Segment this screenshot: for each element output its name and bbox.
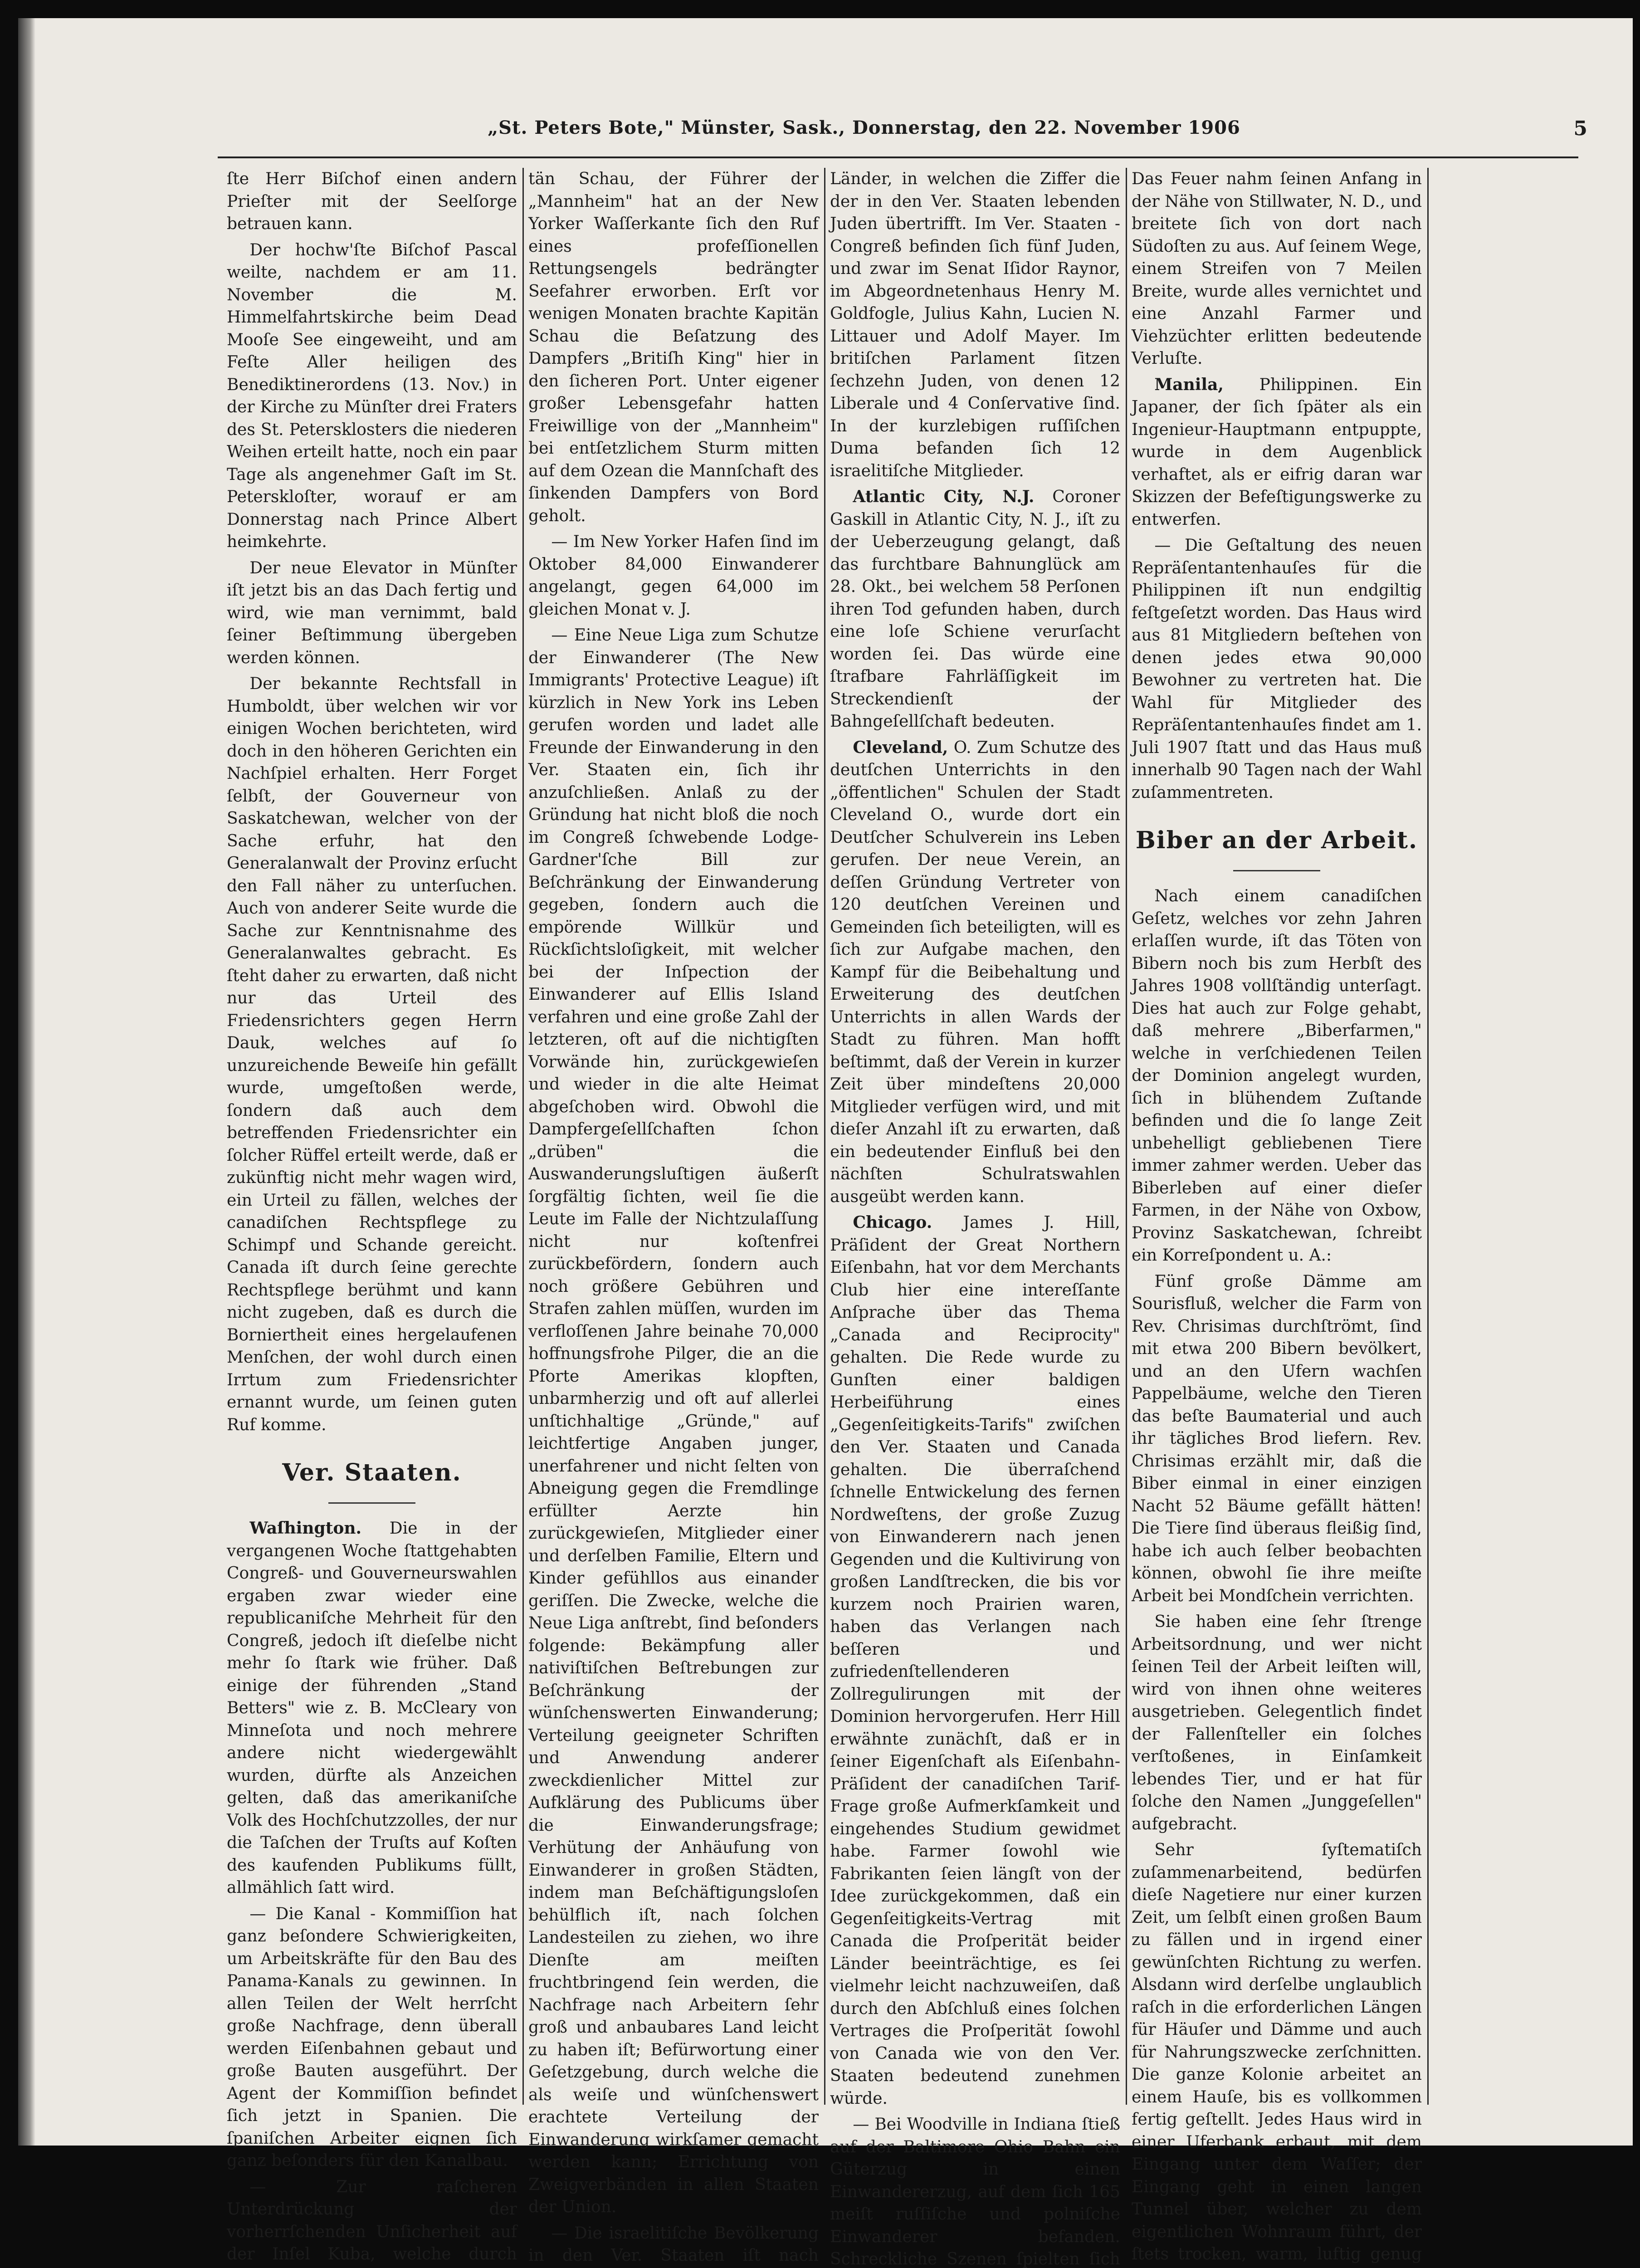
- section-heading: Biber an der Arbeit.: [1132, 825, 1422, 856]
- paragraph: — Zur raſcheren Unterdrückung der vorherrſchenden Unſicherheit auf der Inſel Kuba, welche durch: [227, 2176, 517, 2268]
- section-heading: Ver. Staaten.: [227, 1457, 517, 1489]
- paragraph-text: O. Zum Schutze des deutſchen Unterrichts in den „öffentlichen" Schulen der Stadt Cleveland O., wurde dort ein Deutſcher Schulverein ins Leben gerufen. Der neue Verein, an deſſen Gründung Vertreter von 120 deutſchen Vereinen und Gemeinden ſich beteiligten, will es ſich zur Aufgabe machen, den Kampf für die Beibehaltung und Erweiterung des deutſchen Unterrichts in allen Wards der Stadt zu führen. Man hofft beſtimmt, daß der Verein in kurzer Zeit über mindeſtens 20,000 Mitglieder verfügen wird, und mit dieſer Anzahl iſt zu erwarten, daß ein bedeutender Einfluß bei den nächſten Schulratswahlen ausgeübt werden kann.: [830, 738, 1120, 1206]
- paragraph-text: Die in der vergangenen Woche ſtattgehabten Congreß- und Gouverneurswahlen ergaben zwar wieder eine republicaniſche Mehrheit für den Congreß, jedoch iſt dieſelbe nicht mehr ſo ſtark wie früher. Daß einige der führenden „Stand Betters" wie z. B. McCleary von Minneſota und noch mehrere andere nicht wiedergewählt wurden, dürfte als Anzeichen gelten, daß das amerikaniſche Volk des Hochſchutzzolles, der nur die Taſchen der Truſts auf Koſten des kaufenden Publikums füllt, allmählich ſatt wird.: [227, 1519, 517, 1897]
- paragraph: [830, 1212, 1120, 2110]
- page-binding-shadow: [18, 18, 35, 2146]
- header-title: „St. Peters Bote," Münster, Sask., Donnerstag, den 22. November 1906: [218, 117, 1510, 138]
- paragraph: — Eine Neue Liga zum Schutze der Einwanderer (The New Immigrants' Protective League) iſt kürzlich in New York ins Leben gerufen worden und ladet alle Freunde der Einwanderung in den Ver. Staaten ein, ſich ihr anzuſchließen. Anlaß zu der Gründung hat nicht bloß die noch im Congreß ſchwebende Lodge-Gardner'ſche Bill zur Beſchränkung der Einwanderung gegeben, ſondern auch die empörende Willkür und Rückſichtsloſigkeit, mit welcher bei der Inſpection der Einwanderer auf Ellis Island verfahren und eine große Zahl der letzteren, oft auf die nichtigſten Vorwände hin, zurückgewieſen und wieder in die alte Heimat abgeſchoben wird. Obwohl die Dampfergeſellſchaften ſchon „drüben" die Auswanderungsluſtigen äußerſt ſorgfältig ſichten, weil ſie die Leute im Falle der Nichtzulaſſung nicht nur koſtenfrei zurückbefördern, ſondern auch noch größere Gebühren und Strafen zahlen müſſen, wurden im verfloſſenen Jahre beinahe 70,000 hoffnungsfrohe Pilger, die an die Pforte Amerikas klopften, unbarmherzig und oft auf allerlei unſtichhaltige „Gründe," auf leichtfertige Angaben junger, unerfahrener und nicht ſelten von Abneigung gegen die Fremdlinge erfüllter Aerzte hin zurückgewieſen, Mitglieder einer und derſelben Familie, Eltern und Kinder gefühllos aus einander geriſſen. Die Zwecke, welche die Neue Liga anſtrebt, ſind beſonders folgende: Bekämpfung aller nativiſtiſchen Beſtrebungen zur Beſchränkung der wünſchenswerten Einwanderung; Verteilung geeigneter Schriften und Anwendung anderer zweckdienlicher Mittel zur Aufklärung des Publicums über die Einwanderungsfrage; Verhütung der Anhäufung von Einwanderer in großen Städten, indem man Beſchäftigungsloſen behülflich iſt, nach ſolchen Landesteilen zu ziehen, wo ihre Dienſte am meiſten fruchtbringend ſein werden, die Nachfrage nach Arbeitern ſehr groß und anbaubares Land leicht zu haben iſt; Befürwortung einer Geſetzgebung, durch welche die als weiſe und wünſchenswert erachtete Verteilung der Einwanderung wirkſamer gemacht werden kann; Errichtung von Zweigverbänden in allen Staaten der Union.: [528, 624, 819, 2219]
- paragraph-text: Philippinen. Ein Japaner, der ſich ſpäter als ein Ingenieur-Hauptmann entpuppte, wurde in dem Augenblick verhaftet, als er eifrig daran war Skizzen der Befeſtigungswerke zu entwerfen.: [1132, 376, 1422, 529]
- column-2: [528, 168, 819, 2118]
- paragraph: [1132, 374, 1422, 531]
- paragraph: ſte Herr Biſchof einen andern Prieſter mit der Seelſorge betrauen kann.: [227, 168, 517, 235]
- column-4: [1132, 168, 1422, 2118]
- paragraph: Länder, in welchen die Ziffer die der in den Ver. Staaten lebenden Juden übertrifft. Im Ver. Staaten - Congreß befinden ſich fünf Juden, und zwar im Senat Iſidor Raynor, im Abgeordnetenhaus Henry M. Goldfogle, Julius Kahn, Lucien N. Littauer und Adolf Mayer. Im britiſchen Parlament ſitzen ſechzehn Juden, von denen 12 Liberale und 4 Conſervative ſind. In der kurzlebigen ruſſiſchen Duma befanden ſich 12 israelitiſche Mitglieder.: [830, 168, 1120, 482]
- paragraph: [227, 1517, 517, 1899]
- dateline: Cleveland,: [853, 738, 948, 757]
- heading-rule: [328, 1502, 415, 1504]
- paragraph: Sehr ſyſtematiſch zuſammenarbeitend, bedürfen dieſe Nagetiere nur einer kurzen Zeit, um ſelbſt einen großen Baum zu fällen und in irgend einer gewünſchten Richtung zu werfen. Alsdann wird derſelbe unglaublich raſch in die erforderlichen Längen für Häuſer und Dämme und auch für Nahrungszwecke zerſchnitten. Die ganze Kolonie arbeitet an einem Hauſe, bis es vollkommen fertig geſtellt. Jedes Haus wird in einer Uferbank erbaut, mit dem Eingang unter dem Waſſer; der Eingang geht in einen langen Tunnel über, welcher zu dem eigentlichen Wohnraum führt, der ſtets trocken, warm, luftig genug: [1132, 1839, 1422, 2268]
- column-3: [830, 168, 1120, 2118]
- column-1: [227, 168, 517, 2118]
- paragraph: tän Schau, der Führer der „Mannheim" hat an der New Yorker Waſſerkante ſich den Ruf eines profeſſionellen Rettungsengels bedrängter Seefahrer erworben. Erſt vor wenigen Monaten brachte Kapitän Schau die Beſatzung des Dampfers „Britiſh King" hier in den ſicheren Port. Unter eigener großer Lebensgefahr hatten Freiwillige von der „Mannheim" bei entſetzlichem Sturm mitten auf dem Ozean die Mannſchaft des ſinkenden Dampfers von Bord geholt.: [528, 168, 819, 527]
- newspaper-page: [18, 18, 1633, 2146]
- heading-rule: [1233, 870, 1320, 871]
- dateline: Manila,: [1154, 375, 1224, 394]
- paragraph: — Im New Yorker Hafen ſind im Oktober 84,000 Einwanderer angelangt, gegen 64,000 im gleichen Monat v. J.: [528, 531, 819, 621]
- paragraph: Der bekannte Rechtsfall in Humboldt, über welchen wir vor einigen Wochen berichteten, wird doch in den höheren Gerichten ein Nachſpiel erhalten. Herr Forget ſelbſt, der Gouverneur von Saskatchewan, welcher von der Sache erfuhr, hat den Generalanwalt der Provinz erſucht den Fall näher zu unterſuchen. Auch von anderer Seite wurde die Sache zur Kenntnisnahme des Generalanwaltes gebracht. Es ſteht daher zu erwarten, daß nicht nur das Urteil des Friedensrichters gegen Herrn Dauk, welches auf ſo unzureichende Beweiſe hin gefällt wurde, umgeſtoßen werde, ſondern daß auch dem betreffenden Friedensrichter ein ſolcher Rüffel erteilt werde, daß er zukünftig nicht mehr wagen wird, ein Urteil zu fällen, welches der canadiſchen Rechtspflege zu Schimpf und Schande gereicht. Canada iſt durch ſeine gerechte Rechtspflege berühmt und kann nicht zugeben, daß es durch die Borniertheit eines hergelaufenen Menſchen, der wohl durch einen Irrtum zum Friedensrichter ernannt wurde, um ſeinen guten Ruf komme.: [227, 673, 517, 1436]
- paragraph: [830, 737, 1120, 1208]
- paragraph: Nach einem canadiſchen Geſetz, welches vor zehn Jahren erlaſſen wurde, iſt das Töten von Bibern noch bis zum Herbſt des Jahres 1908 vollſtändig unterſagt. Dies hat auch zur Folge gehabt, daß mehrere „Biberfarmen," welche in verſchiedenen Teilen der Dominion angelegt wurden, ſich in blühendem Zuſtande befinden und die ſo lange Zeit unbehelligt gebliebenen Tiere immer zahmer werden. Ueber das Biberleben auf einer dieſer Farmen, in der Nähe von Oxbow, Provinz Saskatchewan, ſchreibt ein Korreſpondent u. A.:: [1132, 885, 1422, 1267]
- dateline: Chicago.: [853, 1213, 932, 1232]
- page-number: 5: [1573, 117, 1587, 140]
- paragraph-text: James J. Hill, Präſident der Great Northern Eiſenbahn, hat vor dem Merchants Club hier eine intereſſante Anſprache über das Thema „Canada and Reciprocity" gehalten. Die Rede wurde zu Gunſten einer baldigen Herbeiführung eines „Gegenſeitigkeits-Tarifs" zwiſchen den Ver. Staaten und Canada gehalten. Die überraſchend ſchnelle Entwickelung des fernen Nordweſtens, der große Zuzug von Einwanderern nach jenen Gegenden und die Kultivirung von großen Landſtrecken, die bis vor kurzem noch Prairien waren, haben das Verlangen nach beſſeren und zufriedenſtellenderen Zollregulirungen mit der Dominion hervorgerufen. Herr Hill erwähnte zunächſt, daß er in ſeiner Eigenſchaft als Eiſenbahn-Präſident der canadiſchen Tarif-Frage große Aufmerkſamkeit und eingehendes Studium gewidmet habe. Farmer ſowohl wie Fabrikanten ſeien längſt von der Idee zurückgekommen, daß ein Gegenſeitigkeits-Vertrag mit Canada die Proſperität beider Länder beeinträchtige, es ſei vielmehr leicht nachzuweiſen, daß durch den Abſchluß eines ſolchen Vertrages die Proſperität ſowohl von Canada wie von den Ver. Staaten bedeutend zunehmen würde.: [830, 1213, 1120, 2108]
- paragraph: — Die Geſtaltung des neuen Repräſentantenhauſes für die Philippinen iſt nun endgiltig feſtgeſetzt worden. Das Haus wird aus 81 Mitgliedern beſtehen von denen jedes etwa 90,000 Bewohner zu vertreten hat. Die Wahl für Mitglieder des Repräſentantenhauſes findet am 1. Juli 1907 ſtatt und das Haus muß innerhalb 90 Tagen nach der Wahl zuſammentreten.: [1132, 534, 1422, 804]
- paragraph: — Die israelitiſche Bevölkerung in den Ver. Staaten iſt nach: [528, 2222, 819, 2268]
- paragraph: Der hochw'ſte Biſchof Pascal weilte, nachdem er am 11. November die M. Himmelfahrtskirche beim Dead Mooſe See eingeweiht, und am Feſte Aller heiligen des Benediktinerordens (13. Nov.) in der Kirche zu Münſter drei Fraters des St. Petersklosters die niederen Weihen erteilt hatte, noch ein paar Tage als angenehmer Gaſt im St. Peterskloſter, worauf er am Donnerstag nach Prince Albert heimkehrte.: [227, 239, 517, 553]
- paragraph: Fünf große Dämme am Sourisfluß, welcher die Farm von Rev. Chrisimas durchſtrömt, ſind mit etwa 200 Bibern bevölkert, und an den Ufern wachſen Pappelbäume, welche den Tieren das beſte Baumaterial und auch ihr tägliches Brod liefern. Rev. Chrisimas erzählt mir, daß die Biber einmal in einer einzigen Nacht 52 Bäume gefällt hätten! Die Tiere ſind überaus fleißig ſind, habe ich auch ſelber beobachten können, obwohl ſie ihre meiſte Arbeit bei Mondſchein verrichten.: [1132, 1271, 1422, 1608]
- paragraph: Sie haben eine ſehr ſtrenge Arbeitsordnung, und wer nicht ſeinen Teil der Arbeit leiſten will, wird von ihnen ohne weiteres ausgetrieben. Gelegentlich findet der Fallenſteller ein ſolches verſtoßenes, in Einſamkeit lebendes Tier, und er hat für ſolche den Namen „Junggeſellen" aufgebracht.: [1132, 1611, 1422, 1835]
- column-separator: [522, 168, 524, 2105]
- paragraph: Der neue Elevator in Münſter iſt jetzt bis an das Dach fertig und wird, wie man vernimmt, bald ſeiner Beſtimmung übergeben werden können.: [227, 557, 517, 670]
- page-header: [218, 117, 1601, 149]
- column-separator: [824, 168, 825, 2105]
- dateline: Waſhington.: [249, 1519, 361, 1538]
- dateline: Atlantic City, N.J.: [853, 487, 1034, 506]
- paragraph: [830, 486, 1120, 733]
- column-separator: [1126, 168, 1127, 2105]
- paragraph: — Die Kanal - Kommiſſion hat ganz beſondere Schwierigkeiten, um Arbeitskräfte für den Bau des Panama-Kanals zu gewinnen. In allen Teilen der Welt herrſcht große Nachfrage, denn überall werden Eiſenbahnen gebaut und große Bauten ausgeführt. Der Agent der Kommiſſion befindet ſich jetzt in Spanien. Die ſpaniſchen Arbeiter eignen ſich ganz beſonders für den Kanalbau.: [227, 1903, 517, 2172]
- paragraph: Das Feuer nahm ſeinen Anfang in der Nähe von Stillwater, N. D., und breitete ſich von dort nach Südoſten zu aus. Auf ſeinem Wege, einem Streifen von 7 Meilen Breite, wurde alles vernichtet und eine Anzahl Farmer und Viehzüchter erlitten bedeutende Verluſte.: [1132, 168, 1422, 370]
- header-rule: [218, 156, 1578, 158]
- column-separator: [1427, 168, 1429, 2105]
- paragraph: — Bei Woodville in Indiana ſtieß auf der Baltimore Ohio Bahn ein Güterzug in einen Einwandererzug, auf dem ſich 165 meiſt ruſſiſche und polniſche Einwanderer befanden. Schreckliche Szenen ſpielten ſich: [830, 2113, 1120, 2268]
- paragraph-text: Coroner Gaskill in Atlantic City, N. J., iſt zu der Ueberzeugung gelangt, daß das furchtbare Bahnunglück am 28. Okt., bei welchem 58 Perſonen ihren Tod gefunden haben, durch eine loſe Schiene verurſacht worden ſei. Das würde eine ſtrafbare Fahrläſſigkeit im Streckendienſt der Bahngeſellſchaft bedeuten.: [830, 488, 1120, 731]
